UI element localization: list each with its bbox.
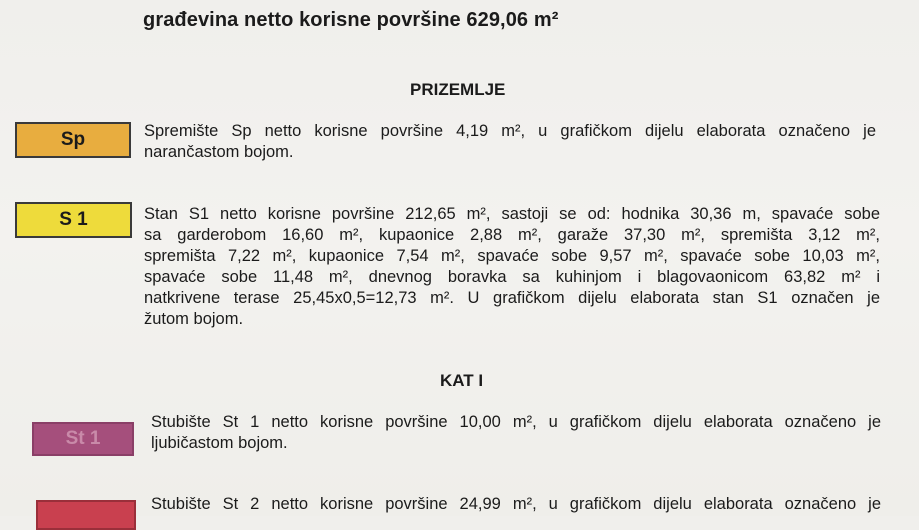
text-line: Stubište St 1 netto korisne površine 10,00 m², u grafičkom dijelu elaborata označeno je [151, 413, 881, 431]
document-title: građevina netto korisne površine 629,06 m² [143, 9, 559, 31]
text-line: Stan S1 netto korisne površine 212,65 m², sastoji se od: hodnika 30,36 m, spavaće sobe [144, 205, 880, 223]
unit-badge-st1: St 1 [32, 422, 134, 456]
section-heading-prizemlje: PRIZEMLJE [410, 80, 506, 99]
text-line: sa garderobom 16,60 m², kupaonice 2,88 m², garaže 37,30 m², spremišta 3,12 m², [144, 226, 880, 244]
text-line: ljubičastom bojom. [151, 434, 288, 452]
text-line: spavaće sobe 11,48 m², dnevnog boravka sa kuhinjom i blagovaonicom 63,82 m² i [144, 268, 880, 286]
unit-description-s1 [144, 204, 880, 330]
text-line: Stubište St 2 netto korisne površine 24,99 m², u grafičkom dijelu elaborata označeno je [151, 495, 881, 513]
unit-description-st1 [151, 412, 881, 454]
unit-description-sp [144, 121, 876, 163]
section-heading-kat: KAT I [440, 371, 484, 390]
unit-badge-sp: Sp [15, 122, 131, 158]
unit-badge-st2 [36, 500, 136, 530]
unit-description-st2 [151, 494, 881, 515]
text-line: spremišta 7,22 m², kupaonice 7,54 m², spavaće sobe 9,57 m², spavaće sobe 10,03 m², [144, 247, 880, 265]
unit-badge-s1: S 1 [15, 202, 132, 238]
text-line: žutom bojom. [144, 310, 244, 328]
text-line: narančastom bojom. [144, 143, 294, 161]
text-line: Spremište Sp netto korisne površine 4,19 m², u grafičkom dijelu elaborata označeno je [144, 122, 876, 140]
text-line: natkrivene terase 25,45x0,5=12,73 m². U grafičkom dijelu elaborata stan S1 označen je [144, 289, 880, 307]
